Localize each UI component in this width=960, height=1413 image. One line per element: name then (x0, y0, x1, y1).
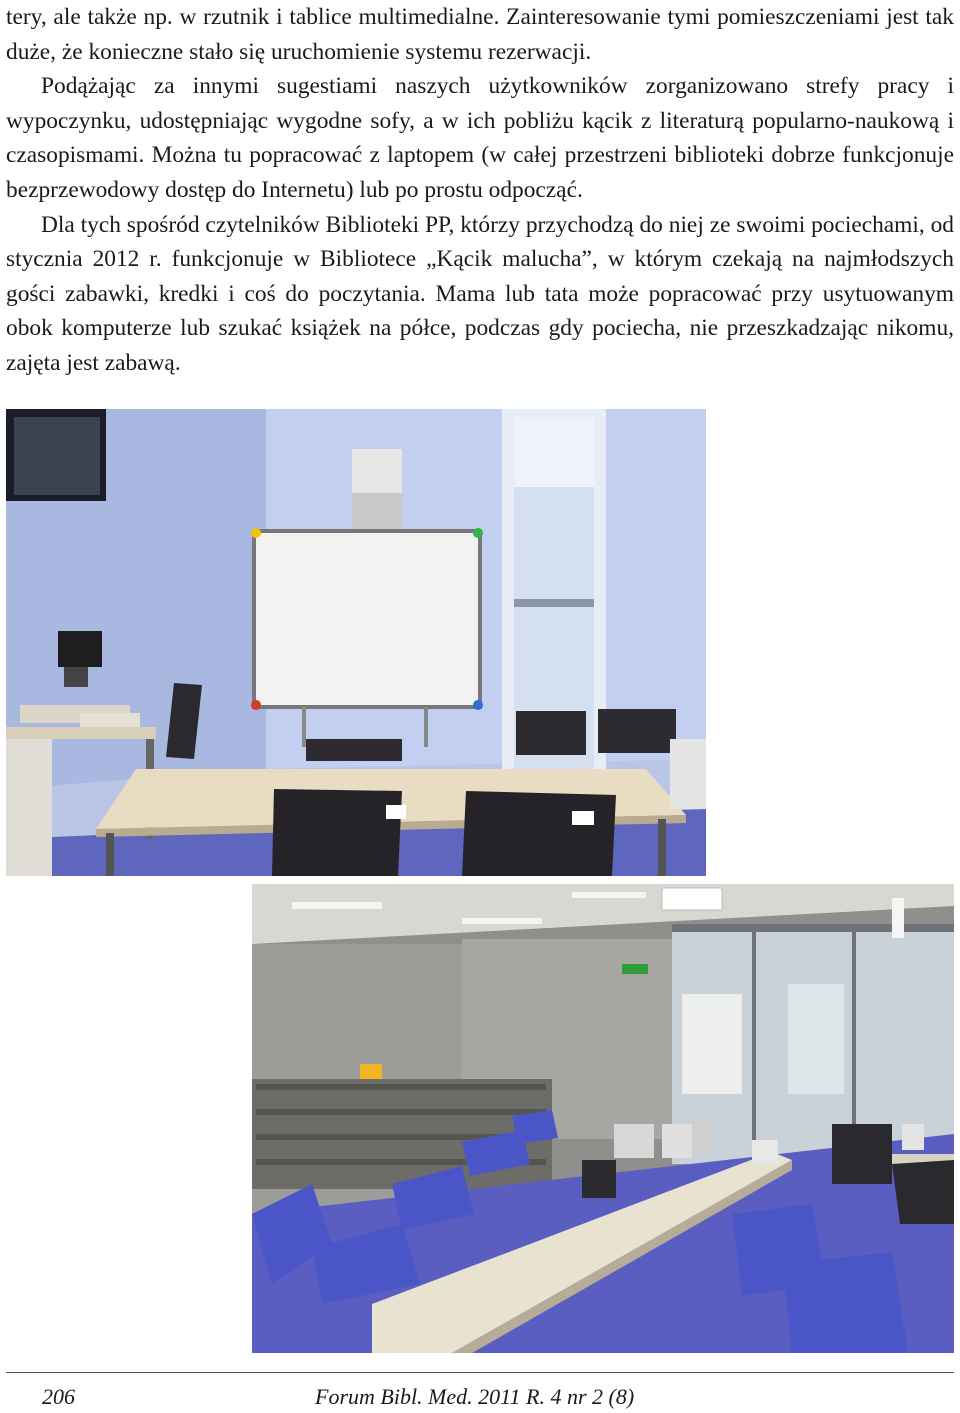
journal-citation: Forum Bibl. Med. 2011 R. 4 nr 2 (8) (315, 1384, 635, 1409)
article-text (6, 0, 954, 381)
paragraph-2: Podążając za innymi sugestiami naszych użytkowników zorganizowano strefy pracy i wypoczynku, udostępniając wygodne sofy, a w ich pobliżu kącik z literaturą popularno-naukową i czasopismami. Można tu popracować z laptopem (w całej przestrzeni biblioteki dobrze funkcjonuje bezprzewodowy dostęp do Internetu) lub po prostu odpocząć. (6, 73, 954, 203)
seminar-room-photo (6, 409, 706, 876)
reading-hall-photo (252, 884, 954, 1353)
page-number: 206 (42, 1384, 75, 1409)
footer-rule (6, 1372, 954, 1373)
paragraph-1: tery, ale także np. w rzutnik i tablice multimedialne. Zainteresowanie tymi pomieszczeniami jest tak duże, że konieczne stało się uruchomienie systemu rezerwacji. (6, 4, 954, 65)
paragraph-3: Dla tych spośród czytelników Biblioteki PP, którzy przychodzą do niej ze swoimi pociechami, od stycznia 2012 r. funkcjonuje w Bibliotece „Kącik malucha”, w którym czekają na najmłodszych gości zabawki, kredki i coś do poczytania. Mama lub tata może popracować przy usytuowanym obok komputerze lub szukać książek na półce, podczas gdy pociecha, nie przeszkadzając nikomu, zajęta jest zabawą. (6, 211, 954, 376)
